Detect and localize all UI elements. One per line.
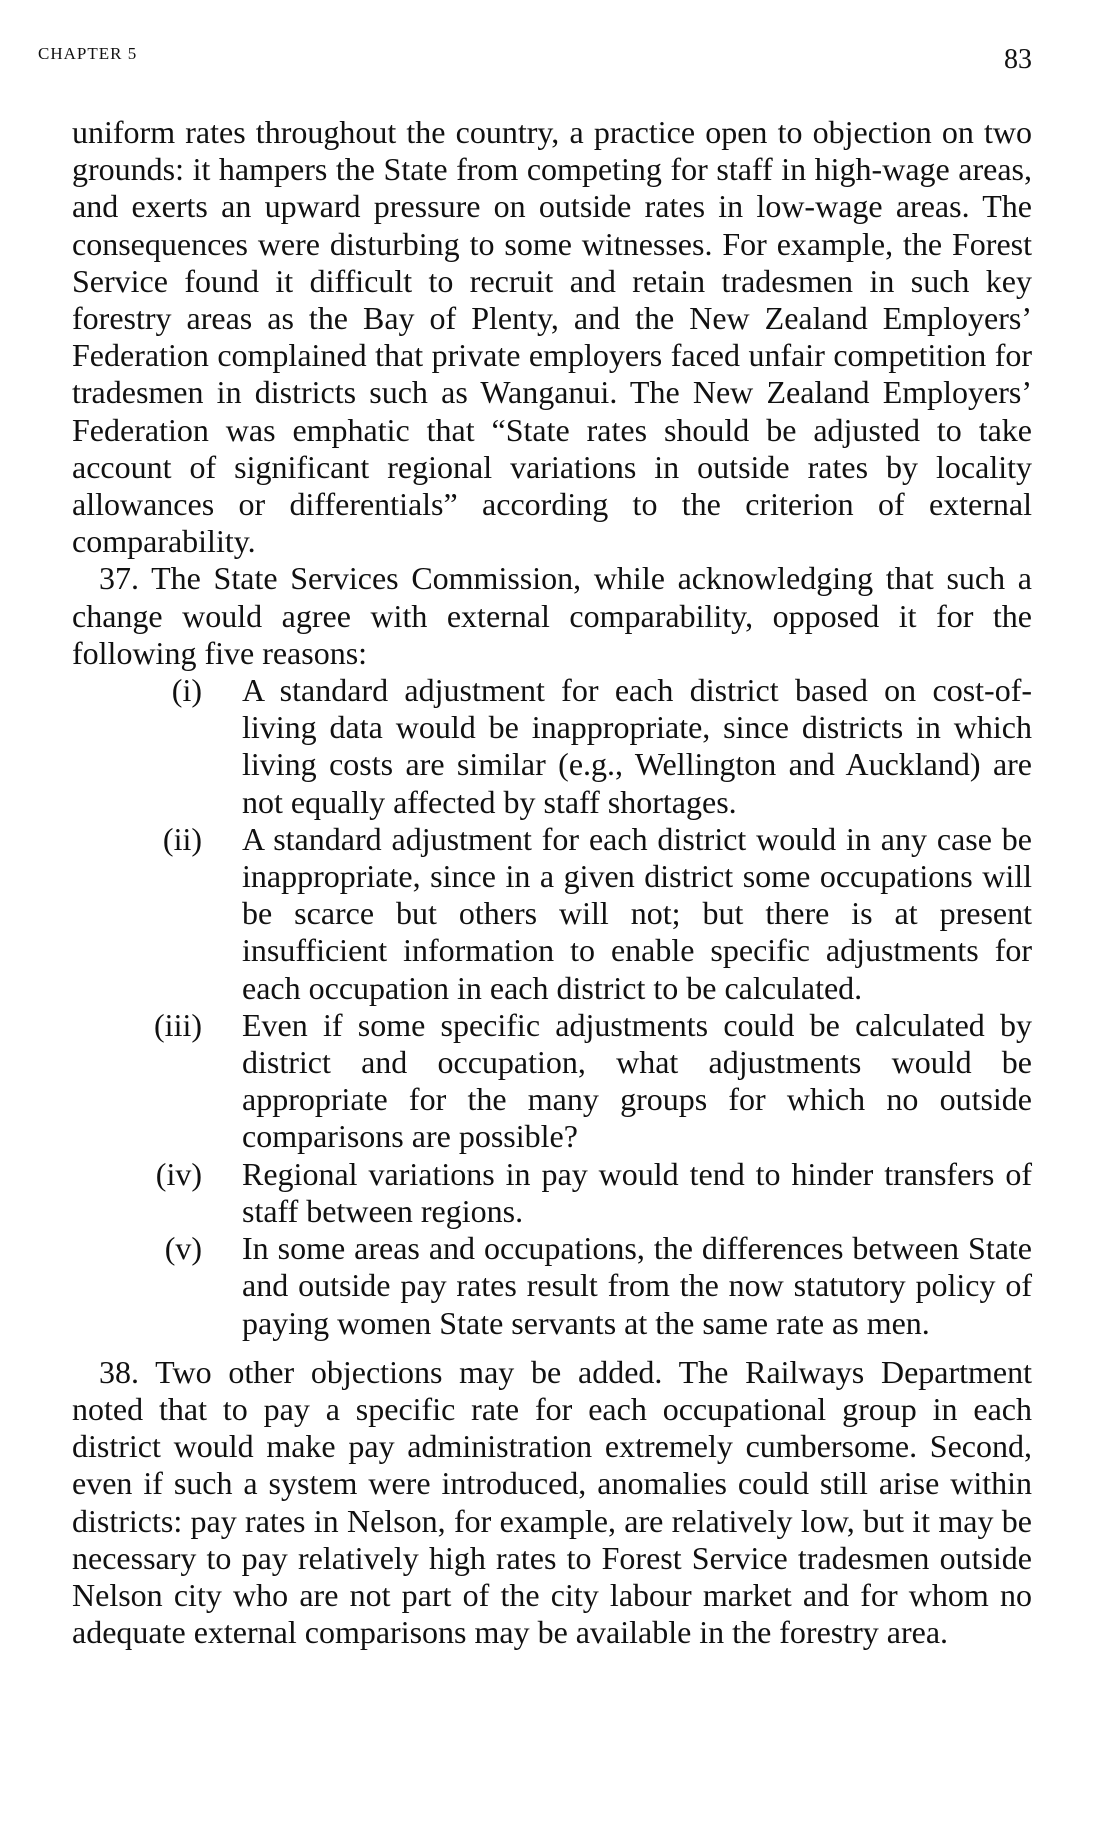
reason-item-iv — [72, 1156, 1032, 1230]
reason-item-v — [72, 1230, 1032, 1342]
reason-item-ii — [72, 821, 1032, 1007]
reason-number: (ii) — [162, 820, 202, 857]
reason-number: (v) — [164, 1230, 202, 1267]
reason-text: A standard adjustment for each district would in any case be inappropriate, since in a given district some occupations will be scarce but others will not; but there is at present insufficient information to enable specific adjustments for each occupation in each district to be calculated. — [242, 820, 1032, 1006]
reason-item-iii — [72, 1007, 1032, 1156]
reason-text: In some areas and occupations, the differences between State and outside pay rates result from the now statutory policy of paying women State servants at the same rate as men. — [242, 1230, 1032, 1341]
body-text — [72, 114, 1032, 1651]
reasons-list — [72, 672, 1032, 1342]
reason-number: (i) — [171, 672, 202, 709]
reason-number: (iv) — [155, 1155, 202, 1192]
page-number: 83 — [1004, 44, 1032, 75]
reason-text: Regional variations in pay would tend to hinder transfers of staff between regions. — [242, 1155, 1032, 1229]
paragraph-continuation: uniform rates throughout the country, a practice open to objection on two grounds: it hampers the State from competing for staff in high-wage areas, and exerts an upward pressure on outside rates in low-wage areas. The consequences were disturbing to some witnesses. For example, the Forest Service found it difficult to recruit and retain tradesmen in such key forestry areas as the Bay of Plenty, and the New Zealand Employers’ Federation complained that private employers faced unfair competition for tradesmen in districts such as Wanganui. The New Zealand Employers’ Federation was emphatic that “State rates should be adjusted to take account of significant regional variations in outside rates by locality allowances or differentials” according to the criterion of external comparability. — [72, 114, 1032, 560]
running-head: CHAPTER 5 — [38, 44, 138, 63]
reason-number: (iii) — [154, 1006, 202, 1043]
paragraph-38: 38. Two other objections may be added. The Railways Department noted that to pay a specific rate for each occupational group in each district would make pay administration extremely cumbersome. Second, even if such a system were introduced, anomalies could still arise within districts: pay rates in Nelson, for example, are relatively low, but it may be necessary to pay relatively high rates to Forest Service tradesmen outside Nelson city who are not part of the city labour market and for whom no adequate external comparisons may be available in the forestry area. — [72, 1353, 1032, 1651]
paragraph-37: 37. The State Services Commission, while acknowledging that such a change would agree with external comparability, opposed it for the following five reasons: — [72, 560, 1032, 671]
reason-item-i — [72, 672, 1032, 821]
reason-text: Even if some specific adjustments could be calculated by district and occupation, what adjustments would be appropriate for the many groups for which no outside comparisons are possible? — [242, 1006, 1032, 1155]
reason-text: A standard adjustment for each district based on cost-of-living data would be inappropriate, since districts in which living costs are similar (e.g., Wellington and Auckland) are not equally affected by staff shortages. — [242, 672, 1032, 820]
